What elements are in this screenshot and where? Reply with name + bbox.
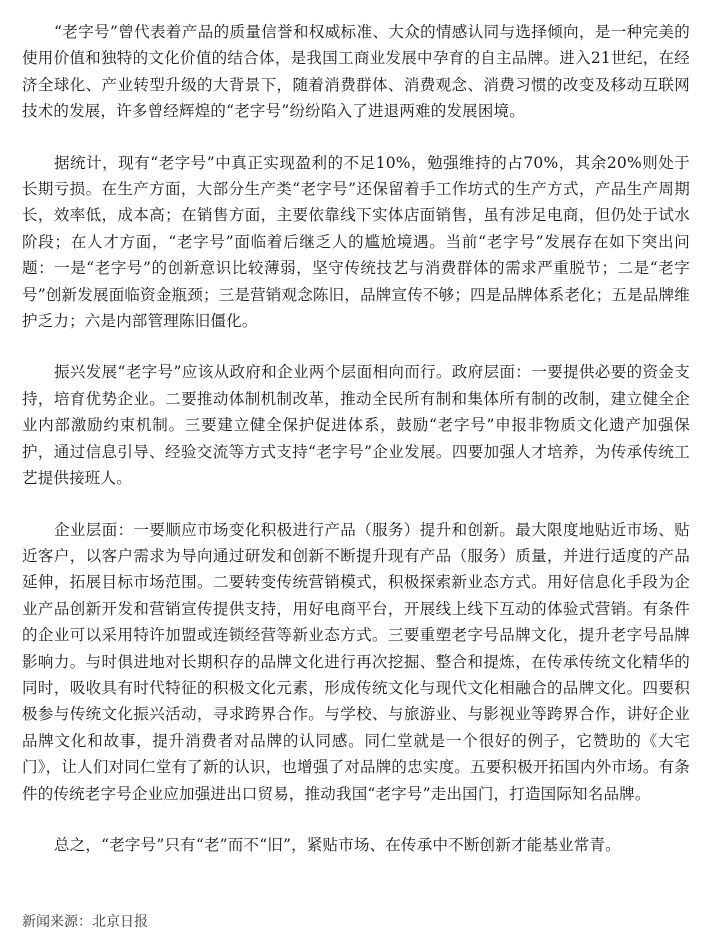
paragraph-conclusion: 总之，“老字号”只有“老”而不“旧”，紧贴市场、在传承中不断创新才能基业常青。 bbox=[54, 835, 621, 854]
article-body bbox=[22, 19, 690, 858]
paragraph-enterprise-level: 企业层面：一要顺应市场变化积极进行产品（服务）提升和创新。最大限度地贴近市场、贴近客户，以客户需求为导向通过研发和创新不断提升现有产品（服务）质量，并进行适度的产品延伸，拓展目标市场范围。二要转变传统营销模式，积极探索新业态方式。用好信息化手段为企业产品创新开发和营销宣传提供支持，用好电商平台，开展线上线下互动的体验式营销。有条件的企业可以采用特许加盟或连锁经营等新业态方式。三要重塑老字号品牌文化，提升老字号品牌影响力。与时俱进地对长期积存的品牌文化进行再次挖掘、整合和提炼，在传承传统文化精华的同时，吸收具有时代特征的积极文化元素，形成传统文化与现代文化相融合的品牌文化。四要积极参与传统文化振兴活动，寻求跨界合作。与学校、与旅游业、与影视业等跨界合作，讲好企业品牌文化和故事，提升消费者对品牌的认同感。同仁堂就是一个很好的例子，它赞助的《大宅门》，让人们对同仁堂有了新的认识，也增强了对品牌的忠实度。五要积极开拓国内外市场。有条件的传统老字号企业应加强进出口贸易，推动我国“老字号”走出国门，打造国际知名品牌。 bbox=[22, 520, 690, 803]
news-source: 新闻来源：北京日报 bbox=[22, 914, 148, 930]
paragraph-statistics: 据统计，现有“老字号”中真正实现盈利的不足10%，勉强维持的占70%，其余20%则处于长期亏损。在生产方面，大部分生产类“老字号”还保留着手工作坊式的生产方式，产品生产周期长，效率低，成本高；在销售方面，主要依靠线下实体店面销售，虽有涉足电商，但仍处于试水阶段；在人才方面，“老字号”面临着后继乏人的尴尬境遇。当前“老字号”发展存在如下突出问题：一是“老字号”的创新意识比较薄弱，坚守传统技艺与消费群体的需求严重脱节；二是“老字号”创新发展面临资金瓶颈；三是营销观念陈旧，品牌宣传不够；四是品牌体系老化；五是品牌维护乏力；六是内部管理陈旧僵化。 bbox=[22, 153, 690, 331]
paragraph-government-level: 振兴发展“老字号”应该从政府和企业两个层面相向而行。政府层面：一要提供必要的资金支持，培育优势企业。二要推动体制机制改革，推动全民所有制和集体所有制的改制，建立健全企业内部激励约束机制。三要建立健全保护促进体系，鼓励“老字号”申报非物质文化遗产加强保护，通过信息引导、经验交流等方式支持“老字号”企业发展。四要加强人才培养，为传承传统工艺提供接班人。 bbox=[22, 363, 690, 488]
paragraph-intro: “老字号”曾代表着产品的质量信誉和权威标准、大众的情感认同与选择倾向，是一种完美的使用价值和独特的文化价值的结合体，是我国工商业发展中孕育的自主品牌。进入21世纪，在经济全球化、产业转型升级的大背景下，随着消费群体、消费观念、消费习惯的改变及移动互联网技术的发展，许多曾经辉煌的“老字号”纷纷陷入了进退两难的发展困境。 bbox=[22, 23, 690, 121]
